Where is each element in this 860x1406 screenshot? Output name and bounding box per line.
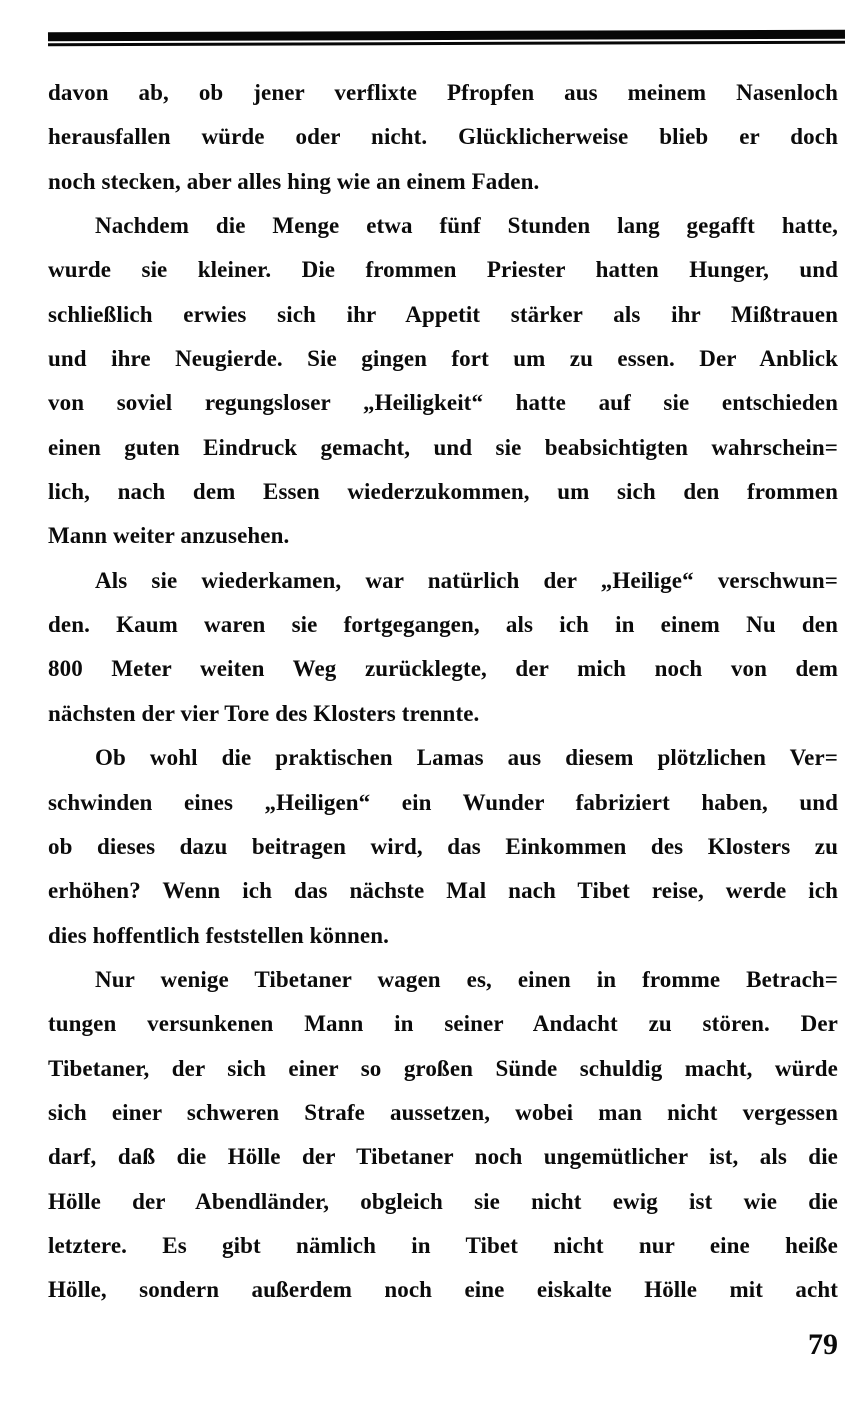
- text-line: lich, nach dem Essen wiederzukommen, um sich den frommen: [48, 479, 838, 505]
- paragraph: [48, 71, 838, 204]
- text-line: noch stecken, aber alles hing wie an einem Faden.: [48, 168, 540, 194]
- text-line: schwinden eines „Heiligen“ ein Wunder fabriziert haben, und: [48, 789, 838, 815]
- text-line: letztere. Es gibt nämlich in Tibet nicht nur eine heiße: [48, 1232, 838, 1258]
- rule-thin-line: [48, 41, 845, 47]
- paragraph: [48, 736, 838, 958]
- text-line: darf, daß die Hölle der Tibetaner noch ungemütlicher ist, als die: [48, 1144, 838, 1170]
- paragraph: [48, 958, 838, 1313]
- text-line: von soviel regungsloser „Heiligkeit“ hatte auf sie entschieden: [48, 390, 838, 416]
- text-line: dies hoffentlich feststellen können.: [48, 922, 389, 948]
- text-line: Ob wohl die praktischen Lamas aus diesem plötzlichen Ver=: [95, 745, 838, 771]
- paragraph: [48, 559, 838, 736]
- text-line: Nur wenige Tibetaner wagen es, einen in fromme Betrach=: [95, 966, 838, 992]
- text-line: wurde sie kleiner. Die frommen Priester hatten Hunger, und: [48, 257, 838, 283]
- text-line: einen guten Eindruck gemacht, und sie beabsichtigten wahrschein=: [48, 434, 838, 460]
- text-line: tungen versunkenen Mann in seiner Andacht zu stören. Der: [48, 1011, 838, 1037]
- text-line: Tibetaner, der sich einer so großen Sünde schuldig macht, würde: [48, 1055, 838, 1081]
- text-line: Als sie wiederkamen, war natürlich der „Heilige“ verschwun=: [95, 567, 838, 593]
- text-line: erhöhen? Wenn ich das nächste Mal nach Tibet reise, werde ich: [48, 878, 838, 904]
- text-line: Mann weiter anzusehen.: [48, 523, 290, 549]
- paragraph: [48, 204, 838, 559]
- text-line: Nachdem die Menge etwa fünf Stunden lang gegafft hatte,: [95, 213, 838, 239]
- text-line: nächsten der vier Tore des Klosters trennte.: [48, 700, 480, 726]
- text-line: und ihre Neugierde. Sie gingen fort um zu essen. Der Anblick: [48, 346, 838, 372]
- text-line: 800 Meter weiten Weg zurücklegte, der mich noch von dem: [48, 656, 838, 682]
- text-line: davon ab, ob jener verflixte Pfropfen aus meinem Nasenloch: [48, 80, 838, 105]
- page-text: [48, 71, 838, 1313]
- page-number: 79: [808, 1328, 838, 1361]
- text-line: herausfallen würde oder nicht. Glücklicherweise blieb er doch: [48, 124, 838, 150]
- text-line: schließlich erwies sich ihr Appetit stärker als ihr Mißtrauen: [48, 301, 838, 327]
- header-double-rule: [48, 30, 845, 47]
- text-line: ob dieses dazu beitragen wird, das Einkommen des Klosters zu: [48, 833, 838, 859]
- text-line: den. Kaum waren sie fortgegangen, als ich in einem Nu den: [48, 612, 838, 638]
- rule-thick-line: [48, 30, 845, 42]
- text-line: Hölle der Abendländer, obgleich sie nicht ewig ist wie die: [48, 1188, 838, 1214]
- text-line: Hölle, sondern außerdem noch eine eiskalte Hölle mit acht: [48, 1277, 838, 1303]
- text-line: sich einer schweren Strafe aussetzen, wobei man nicht vergessen: [48, 1099, 838, 1125]
